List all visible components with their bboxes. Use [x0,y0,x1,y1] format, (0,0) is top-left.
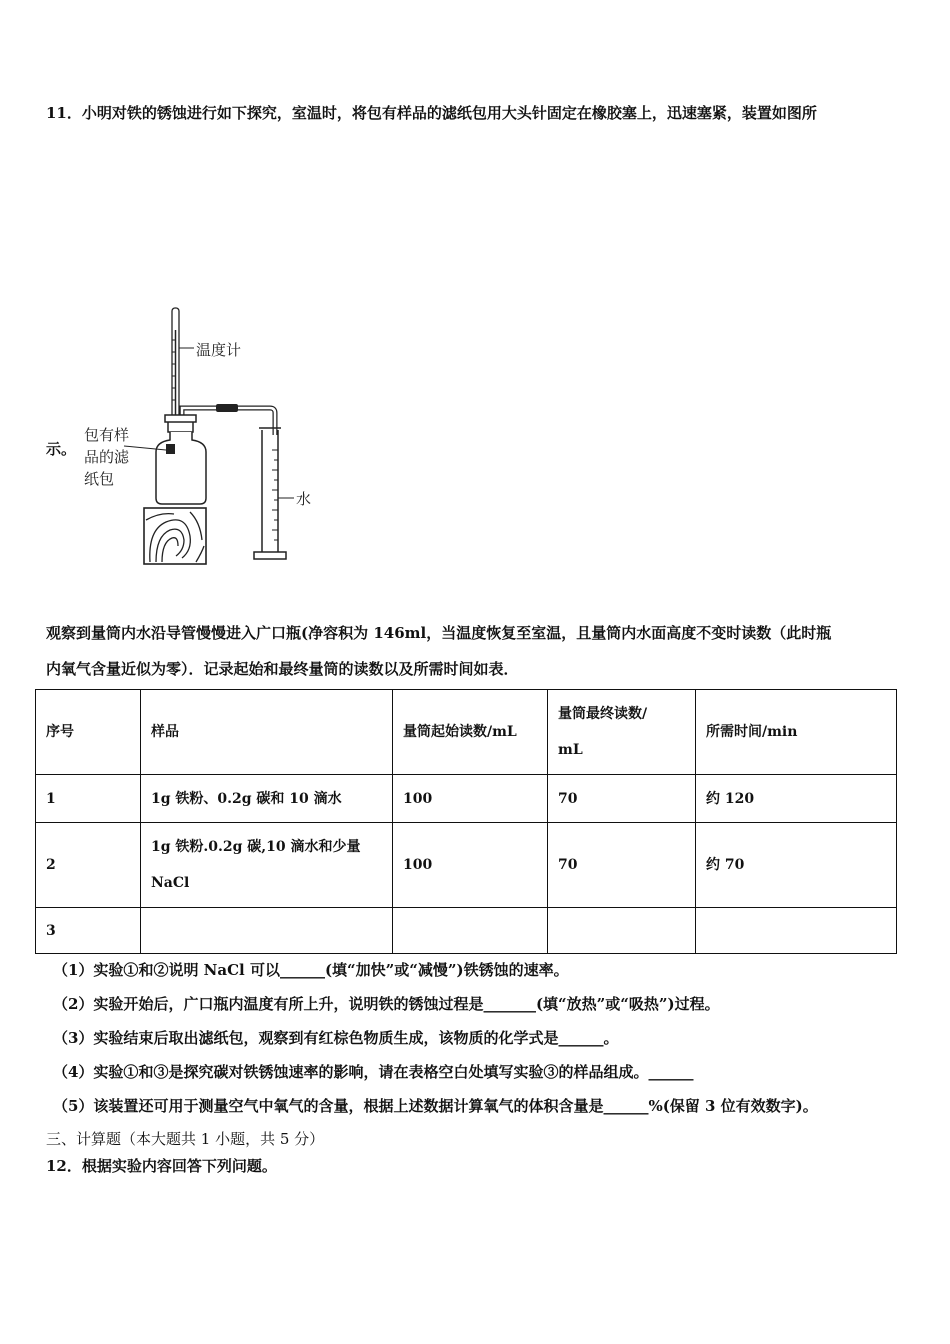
question-12: 12．根据实验内容回答下列问题。 [46,1157,277,1175]
row3-time[interactable] [696,908,897,954]
subquestion-1: （1）实验①和②说明 NaCl 可以______(填“加快”或“减慢”)铁锈蚀的速率。 [53,961,569,979]
subquestion-5: （5）该装置还可用于测量空气中氧气的含量，根据上述数据计算氧气的体积含量是______%(保留 3 位有效数字)。 [53,1097,818,1115]
row1-time: 约 120 [696,775,897,823]
packet-label-line-3: 纸包 [84,470,115,488]
question-11-continuation: 示。 [46,440,77,458]
apparatus-figure [70,300,330,570]
row3-index: 3 [36,908,141,954]
sample-packet [166,444,175,454]
row2-index: 2 [36,823,141,908]
subquestion-2: （2）实验开始后，广口瓶内温度有所上升，说明铁的锈蚀过程是_______(填“放热”或“吸热”)过程。 [53,995,720,1013]
header-sample: 样品 [141,690,393,775]
section-3-heading: 三、计算题（本大题共 1 小题，共 5 分） [46,1130,325,1148]
water-label: 水 [296,490,312,508]
packet-label-line-1: 包有样 [84,426,130,444]
packet-label-line-2: 品的滤 [84,448,130,466]
row2-start: 100 [393,823,548,908]
question-11-intro: 11．小明对铁的锈蚀进行如下探究，室温时，将包有样品的滤纸包用大头针固定在橡胶塞上，迅速塞紧，装置如图所 [46,104,817,122]
row1-final: 70 [548,775,696,823]
subquestion-4: （4）实验①和③是探究碳对铁锈蚀速率的影响，请在表格空白处填写实验③的样品组成。______ [53,1063,694,1081]
row1-index: 1 [36,775,141,823]
row2-sample-line1: 1g 铁粉.0.2g 碳,10 滴水和少量 [151,839,361,855]
wooden-block [144,508,206,564]
header-start-reading: 量筒起始读数/mL [393,690,548,775]
table-row [36,823,897,908]
header-final-reading-unit: mL [558,742,583,758]
row3-start[interactable] [393,908,548,954]
header-time: 所需时间/min [696,690,897,775]
table-header-row [36,690,897,775]
row2-sample-line2: NaCl [151,875,190,891]
wide-mouth-bottle [124,415,206,504]
header-final-reading-text: 量筒最终读数/ [558,706,648,722]
results-table [35,689,897,954]
question-11-observation: 观察到量筒内水沿导管慢慢进入广口瓶(净容积为 146ml，当温度恢复至室温，且量筒内水面高度不变时读数（此时瓶 [46,624,832,642]
graduated-cylinder [254,428,294,559]
row2-sample [141,823,393,908]
row2-final: 70 [548,823,696,908]
row3-final[interactable] [548,908,696,954]
header-index: 序号 [36,690,141,775]
row2-time: 约 70 [696,823,897,908]
question-11-record-note: 内氧气含量近似为零）．记录起始和最终量筒的读数以及所需时间如表． [46,660,519,678]
header-final-reading [548,690,696,775]
subquestion-3: （3）实验结束后取出滤纸包，观察到有红棕色物质生成，该物质的化学式是______。 [53,1029,619,1047]
row1-sample: 1g 铁粉、0.2g 碳和 10 滴水 [141,775,393,823]
row1-start: 100 [393,775,548,823]
row3-sample[interactable] [141,908,393,954]
table-row [36,775,897,823]
table-row [36,908,897,954]
thermometer-label: 温度计 [196,341,242,359]
